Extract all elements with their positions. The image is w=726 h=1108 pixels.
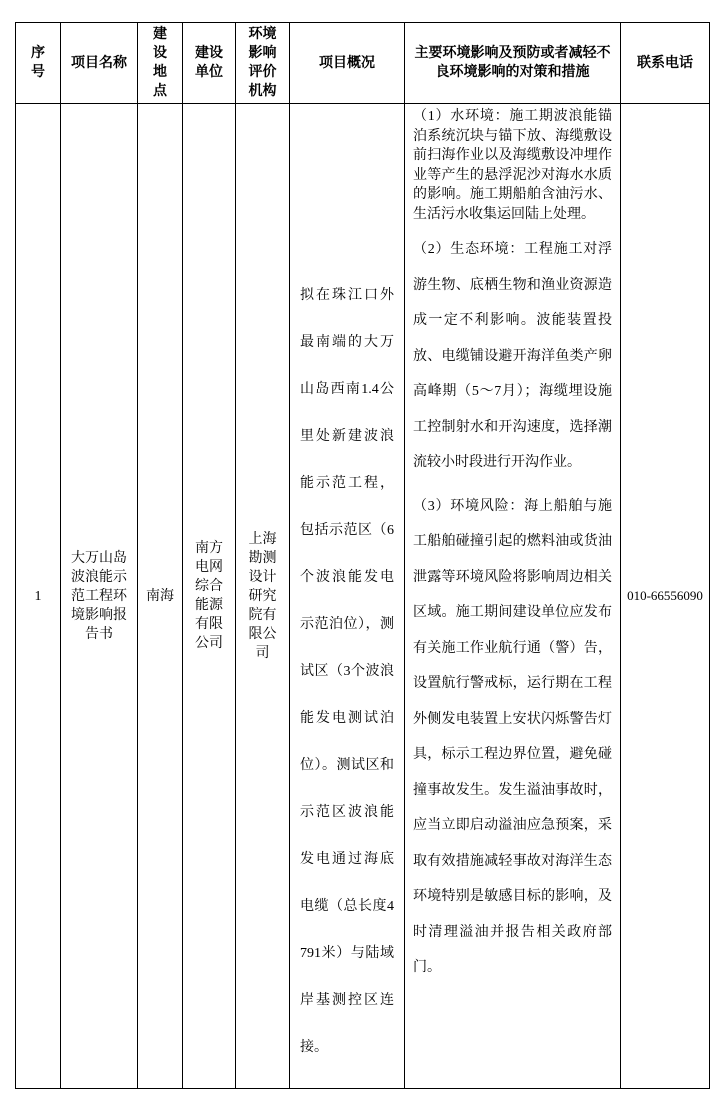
table-header-row	[16, 23, 710, 104]
impact-paragraph-ecology: （2）生态环境：工程施工对浮游生物、底栖生物和渔业资源造成一定不利影响。波能装置投放、电缆铺设避开海洋鱼类产卵高峰期（5～7月）；海缆埋设施工控制射水和开沟速度，选择潮流较小时段进行开沟作业。	[413, 242, 612, 470]
cell-location: 南海	[138, 104, 183, 1089]
cell-builder: 南方电网综合能源有限公司	[183, 104, 236, 1089]
col-header-index: 序号	[16, 23, 61, 104]
impact-paragraph-water: （1）水环境：施工期波浪能锚泊系统沉块与锚下放、海缆敷设前扫海作业以及海缆敷设冲埋作业等产生的悬浮泥沙对海水水质的影响。施工期船舶含油污水、生活污水收集运回陆上处理。	[413, 109, 612, 222]
col-header-builder: 建设单位	[183, 23, 236, 104]
col-header-phone: 联系电话	[621, 23, 710, 104]
cell-project-name: 大万山岛波浪能示范工程环境影响报告书	[61, 104, 138, 1089]
table-row	[16, 104, 710, 1089]
cell-overview: 拟在珠江口外最南端的大万山岛西南1.4公里处新建波浪能示范工程，包括示范区（6个波浪能发电示范泊位），测试区（3个波浪能发电测试泊位）。测试区和示范区波浪能发电通过海底电缆（总长度4791米）与陆域岸基测控区连接。	[290, 104, 405, 1089]
col-header-eia-agency: 环境影响评价机构	[236, 23, 290, 104]
impact-paragraph-risk: （3）环境风险：海上船舶与施工船舶碰撞引起的燃料油或货油泄露等环境风险将影响周边相关区域。施工期间建设单位应发布有关施工作业航行通（警）告，设置航行警戒标，运行期在工程外侧发电装置上安状闪烁警告灯具，标示工程边界位置，避免碰撞事故发生。发生溢油事故时，应当立即启动溢油应急预案，采取有效措施减轻事故对海洋生态环境特别是敏感目标的影响，及时清理溢油并报告相关政府部门。	[413, 498, 612, 975]
cell-impacts	[405, 104, 621, 1089]
col-header-project-name: 项目名称	[61, 23, 138, 104]
cell-eia-agency: 上海勘测设计研究院有限公司	[236, 104, 290, 1089]
col-header-overview: 项目概况	[290, 23, 405, 104]
col-header-location: 建设地点	[138, 23, 183, 104]
eia-project-table	[15, 22, 710, 1089]
col-header-impacts: 主要环境影响及预防或者减轻不良环境影响的对策和措施	[405, 23, 621, 104]
cell-phone: 010-66556090	[621, 104, 710, 1089]
cell-index: 1	[16, 104, 61, 1089]
